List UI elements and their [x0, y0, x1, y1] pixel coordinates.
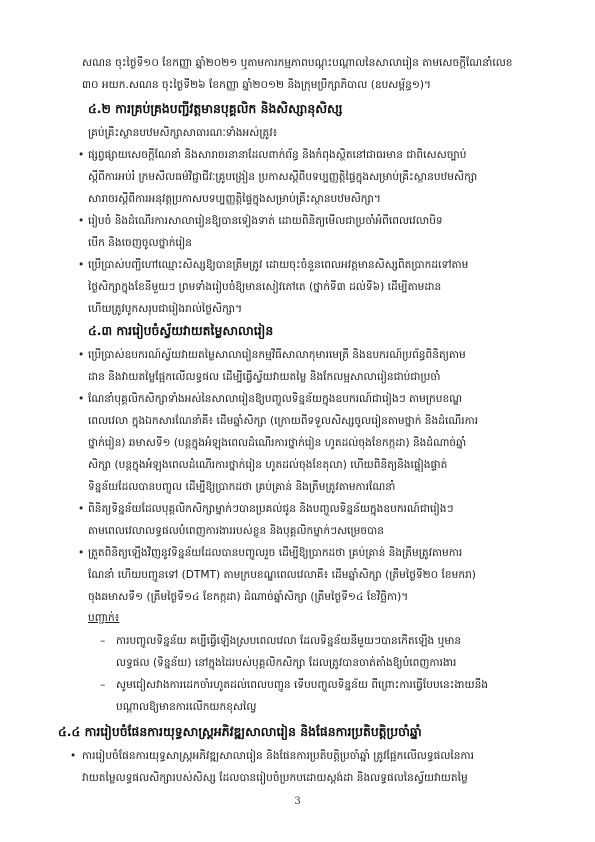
- section-heading-4-2: ៤.២ ការគ្រប់គ្រងបញ្ជីវត្តមានបុគ្គលិក និងសិស្សានុសិស្ស: [88, 101, 343, 116]
- bullet-text-line: ហើយត្រូវបូកសរុបជារៀងរាល់ថ្ងៃសិក្សា។: [88, 303, 243, 315]
- intro-line: ៣០ អយក.សណន ចុះថ្ងៃទី២៦ ខែកញ្ញា ឆ្នាំ២០១២ និងក្រុមប្រឹក្សាភិបាល (ឧបសម្ព័ន្ធ១)។: [82, 79, 431, 91]
- bullet-text-line: ចុងឆមាសទី១ (ត្រឹមថ្ងៃទី១៤ ខែកក្កដា) ដំណាច់ឆ្នាំសិក្សា (ត្រឹមថ្ងៃទី១៤ ខែវិច្ឆិកា)។: [88, 591, 409, 603]
- bullet-text-line: ណែនាំ ហើយបញ្ជូនទៅ (DTMT) តាមក្របខណ្ឌពេលវេលាគឺ៖ ដើមឆ្នាំសិក្សា (ត្រឹមថ្ងៃទី២០ ខែមករា): [88, 569, 476, 581]
- bullet-text-line: ទិន្នន័យដែលបានបញ្ចូល ដើម្បីឱ្យប្រាកដថា គ្រប់គ្រាន់ និងត្រឹមត្រូវតាមការណែនាំ: [88, 481, 396, 493]
- bullet-text-line: ប្រើប្រាស់ឧបករណ៍ស្វ័យវាយតម្លៃសាលារៀនកម្មវិធីសាលាកុមារមេត្រី និងឧបករណ៍ប្រព័ន្ធពិនិត្យតាម: [88, 349, 466, 361]
- bullet-text-line: តាមពេលវេលាលទ្ធផលបំពេញការងាររបស់ខ្លួន និងបុគ្គលិកម្នាក់ៗសម្រេចបាន: [88, 525, 384, 537]
- bullet-icon: •: [78, 547, 85, 559]
- bullet-text-line: ណែនាំបុគ្គលិកសិក្សាទាំងអស់នៃសាលារៀនឱ្យបញ្ចូលទិន្នន័យក្នុងឧបករណ៍ជារៀងៗ តាមក្របខណ្ឌ: [88, 393, 463, 405]
- bullet-icon: •: [78, 393, 85, 405]
- note-text-line: សូមជៀសវាងការដេកចាំរហូតដល់ពេលបញ្ជូន ទើបបញ្ចូលទិន្នន័យ ពីព្រោះការធ្វើបែបនេះងាយនឹង: [116, 679, 489, 691]
- dash-bullet-icon: –: [100, 679, 106, 691]
- bullet-text-line: ប្រើប្រាស់បញ្ជីហៅឈ្មោះសិស្សឱ្យបានត្រឹមត្រូវ ដោយចុះចំនួនពេលអវត្តមានសិស្សពិតប្រាកដទៅតាម: [88, 259, 469, 271]
- bullet-text-line: ស្ដីពីការអប់រំ ក្រមសីលធម៌វិជ្ជាជីវៈគ្រូបង្រៀន ប្រកាសស្ដីពីបទប្បញ្ញត្តិផ្ទៃក្នុងសម្រាប់គ្រឹះស្ថានបឋមសិក្សា: [88, 171, 478, 183]
- note-text-line: បណ្ដាលឱ្យមានការលើកយកខុសល្វៃ: [116, 701, 257, 713]
- note-text-line: លទ្ធផល (ទិន្នន័យ) នៅក្នុងដៃរបស់បុគ្គលិកសិក្សា ដែលត្រូវបានចាត់តាំងឱ្យបំពេញការងារ: [116, 657, 457, 669]
- bullet-icon: •: [78, 503, 85, 515]
- bullet-text-line: ពិនិត្យទិន្នន័យដែលបុគ្គលិកសិក្សាម្នាក់ៗបានប្រគល់ជូន និងបញ្ចូលទិន្នន័យក្នុងឧបករណ៍ជារៀងៗ: [88, 503, 454, 515]
- intro-line: សណន ចុះថ្ងៃទី១០ ខែកញ្ញា ឆ្នាំ២០២១ ឬតាមការកម្មភាពបណ្ដុះបណ្ដាលនៃសាលារៀន តាមសេចក្ដីណែនាំលេខ: [82, 57, 513, 69]
- bullet-text-line: ត្រួតពិនិត្យឡើងវិញនូវទិន្នន័យដែលបានបញ្ចូលរួច ដើម្បីឱ្យប្រាកដថា គ្រប់គ្រាន់ និងត្រឹមត្រូវតាមការ: [88, 547, 463, 559]
- bullet-text-line: ផ្សព្វផ្សាយសេចក្ដីណែនាំ និងសារាចរនានាដែលពាក់ព័ន្ធ និងកំពុងស្ថិតនៅជាធរមាន ជាពិសេសច្បាប់: [88, 149, 467, 161]
- bullet-text-line: សារាចរស្ដីពីការអនុវត្តប្រកាសបទប្បញ្ញត្តិផ្ទៃក្នុងសម្រាប់គ្រឹះស្ថានបឋមសិក្សា។: [88, 193, 381, 205]
- bullet-text-line: ពេលវេលា ក្នុងឯកសារណែនាំគឺ៖ ដើមឆ្នាំសិក្សា (ក្រោយពីទទួលសិស្សចូលរៀនតាមថ្នាក់ និងដំណើរការ: [88, 415, 479, 427]
- dash-bullet-icon: –: [100, 635, 106, 647]
- bullet-text-line: ដាន និងវាយតម្លៃផ្អែកលើលទ្ធផល ដើម្បីធ្វើស្វ័យវាយតម្លៃ និងកែលម្អសាលារៀនជាប់ជាប្រចាំ: [88, 371, 441, 383]
- bullet-text-line: ថ្ងៃសិក្សាក្នុងខែនីមួយៗ ព្រមទាំងរៀបចំឱ្យមានសៀវភៅតេ (ថ្នាក់ទី៣ ដល់ទី៦) ដើម្បីតាមដាន: [88, 281, 442, 293]
- bullet-icon: •: [70, 750, 77, 762]
- bullet-icon: •: [78, 215, 85, 227]
- bullet-text-line: សិក្សា (បន្តក្នុងអំឡុងពេលដំណើរការថ្នាក់រៀន ហូតដល់ចុងខែតុលា) ហើយពិនិត្យនិងផ្ទៀងផ្ទាត់: [88, 459, 448, 471]
- section-heading-4-3: ៤.៣ ការរៀបចំស្វ័យវាយតម្លៃសាលារៀន: [88, 323, 274, 338]
- bullet-text-line: ថ្នាក់រៀន) ឆមាសទី១ (បន្តក្នុងអំឡុងពេលដំណើរការថ្នាក់រៀន ហូតដល់ចុងខែកក្កដា) និងដំណាច់ឆ្នាំ: [88, 437, 467, 449]
- section-heading-4-4: ៤.៤ ការរៀបចំផែនការយុទ្ធសាស្ត្រអភិវឌ្ឍសាលារៀន និងផែនការប្រតិបត្តិប្រចាំឆ្នាំ: [58, 724, 422, 739]
- bullet-text-line: ការរៀបចំផែនការយុទ្ធសាស្ត្រអភិវឌ្ឍសាលារៀន និងផែនការប្រតិបត្តិប្រចាំឆ្នាំ ត្រូវផ្អែកលើលទ្ធផលនៃការ: [82, 750, 474, 762]
- bullet-text-line: វាយតម្លៃលទ្ធផលសិក្សារបស់សិស្ស ដែលបានរៀបចំប្រកបដោយស្តង់ដា និងលទ្ធផលនៃស្វ័យវាយតម្លៃ: [82, 772, 468, 784]
- section-lead: គ្រប់គ្រឹះស្ថានបឋមសិក្សាសាធារណៈទាំងអស់ត្រូវ៖: [88, 127, 278, 139]
- note-label: បញ្ជាក់៖: [88, 612, 120, 624]
- bullet-icon: •: [78, 259, 85, 271]
- bullet-icon: •: [78, 349, 85, 361]
- note-text-line: ការបញ្ចូលទិន្នន័យ គប្បីធ្វើឡើងស្របពេលវេលា ដែលទិន្នន័យនីមួយៗបានកើតឡើង ឬមាន: [116, 635, 462, 647]
- bullet-icon: •: [78, 149, 85, 161]
- page-number: 3: [294, 796, 301, 807]
- bullet-text-line: បើក និងចេញចូលថ្នាក់រៀន: [88, 237, 193, 249]
- bullet-text-line: រៀបចំ និងដំណើរការសាលារៀនឱ្យបានទៀងទាត់ ដោយពិនិត្យមើលជាប្រចាំអំពីពេលវេលាបិទ: [88, 215, 443, 227]
